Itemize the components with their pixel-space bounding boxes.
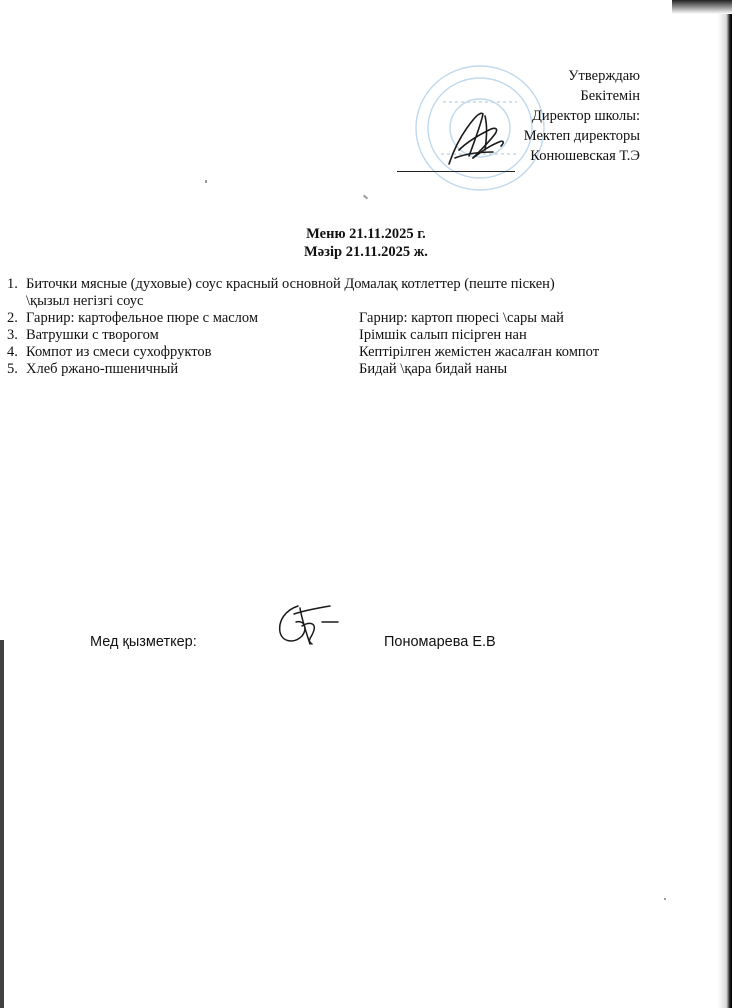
- approval-position-kz: Мектеп директоры: [523, 128, 640, 144]
- item-name-kz-continuation: \қызыл негізгі соус: [26, 293, 144, 309]
- item-number: 2.: [7, 310, 18, 326]
- item-name-kz: Гарнир: картоп пюресі \сары май: [359, 310, 564, 326]
- item-name-ru: Биточки мясные (духовые) соус красный основной Домалақ котлеттер (пеште піскен): [26, 276, 555, 292]
- item-number: 4.: [7, 344, 18, 360]
- list-item: [7, 310, 667, 327]
- item-name-ru: Гарнир: картофельное пюре с маслом: [26, 310, 259, 326]
- item-name-kz: Кептірілген жемістен жасалған компот: [359, 344, 600, 360]
- list-item: [7, 361, 667, 378]
- scan-speck: [205, 180, 207, 183]
- scan-speck: [363, 195, 368, 200]
- item-name-kz: Ірімшік салып пісірген нан: [359, 327, 527, 343]
- item-name-kz: Бидай \қара бидай наны: [359, 361, 508, 377]
- list-item: [7, 344, 667, 361]
- med-worker-signature: [272, 600, 342, 650]
- menu-list: [7, 276, 667, 378]
- scan-edge-left: [0, 640, 4, 1008]
- approval-approve-ru: Утверждаю: [568, 68, 640, 84]
- item-name-ru: Ватрушки с творогом: [26, 327, 159, 343]
- item-number: 5.: [7, 361, 18, 377]
- scan-edge-top: [672, 0, 732, 14]
- list-item: [7, 276, 667, 293]
- approval-block: [524, 66, 640, 166]
- item-number: 3.: [7, 327, 18, 343]
- list-item: [7, 327, 667, 344]
- scan-edge-right: [718, 0, 732, 1008]
- signature-line: [397, 171, 515, 172]
- menu-title-kz: Мәзір 21.11.2025 ж.: [304, 244, 428, 260]
- list-item-continuation: [7, 293, 667, 310]
- approval-approve-kz: Бекітемін: [580, 88, 640, 104]
- director-signature: [437, 106, 517, 172]
- approval-position-ru: Директор школы:: [532, 108, 640, 124]
- item-number: 1.: [7, 276, 18, 292]
- menu-title-ru: Меню 21.11.2025 г.: [306, 226, 426, 242]
- scan-speck: [664, 898, 666, 900]
- item-name-ru: Хлеб ржано-пшеничный: [26, 361, 179, 377]
- item-name-ru: Компот из смеси сухофруктов: [26, 344, 212, 360]
- approval-director-name: Конюшевская Т.Э: [530, 148, 640, 164]
- med-worker-label: Мед қызметкер:: [90, 634, 197, 650]
- med-worker-name: Пономарева Е.В: [384, 634, 496, 650]
